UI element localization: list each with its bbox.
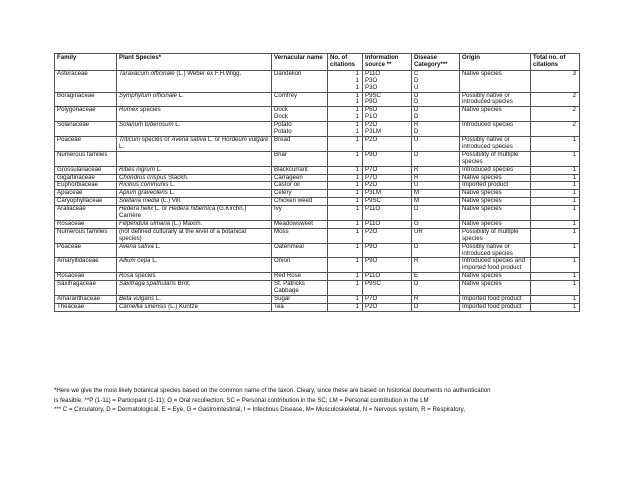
- cell-vernacular-name: Comfrey: [272, 92, 328, 107]
- cell-vernacular-name: Sugar: [272, 296, 328, 304]
- footnote-line-2: is feasible. **P (1-11) = Participant (1-11); O = Oral recollection; SC = Personal contribution in the SC; LM = Personal contribution in the LM: [54, 396, 429, 404]
- cell-total-citations: 1: [531, 198, 580, 206]
- cell-vernacular-name: Chicken weed: [272, 198, 328, 206]
- cell-family: Rosaceae: [55, 273, 117, 281]
- cell-origin: Imported product: [460, 182, 531, 190]
- cell-disease-category: D: [412, 206, 460, 221]
- cell-total-citations: 1: [531, 136, 580, 151]
- cell-vernacular-name: St. Patricks Cabbage: [272, 281, 328, 296]
- cell-plant-species: (not defined culturally at the level of a botanical species): [117, 228, 272, 243]
- table-footnotes: [54, 386, 584, 415]
- cell-plant-species: Saxifraga spathularis Brot.: [117, 281, 272, 296]
- cell-vernacular-name: Moss: [272, 228, 328, 243]
- cell-total-citations: 1: [531, 151, 580, 166]
- cell-family: Theaceae: [55, 303, 117, 311]
- cell-disease-category: G: [412, 220, 460, 228]
- cell-vernacular-name: Dandelion: [272, 70, 328, 92]
- cell-no-of-citations: 1: [328, 151, 363, 166]
- table-row: [55, 107, 580, 122]
- cell-no-of-citations: 1: [328, 243, 363, 258]
- cell-disease-category: C D U: [412, 70, 460, 92]
- cell-origin: Native species: [460, 107, 531, 122]
- cell-total-citations: 1: [531, 303, 580, 311]
- cell-origin: Native species: [460, 198, 531, 206]
- cell-vernacular-name: Carrageen: [272, 174, 328, 182]
- cell-plant-species: Apium graveolens L.: [117, 190, 272, 198]
- cell-family: Amaryllidaceae: [55, 258, 117, 273]
- cell-information-source: P9O: [363, 258, 412, 273]
- cell-family: Poaceae: [55, 136, 117, 151]
- cell-vernacular-name: Oatenmeal: [272, 243, 328, 258]
- cell-plant-species: Ricinus communis L.: [117, 182, 272, 190]
- table-row: [55, 303, 580, 311]
- cell-family: Asteraceae: [55, 70, 117, 92]
- cell-no-of-citations: 1: [328, 136, 363, 151]
- footnote-line-1: *Here we give the most likely botanical species based on the common name of the taxon. Cleary, since these are based on historical documents no authentication: [54, 387, 491, 394]
- cell-origin: Possibly native or introduced species: [460, 92, 531, 107]
- cell-vernacular-name: Onion: [272, 258, 328, 273]
- cell-no-of-citations: 1 1 1: [328, 70, 363, 92]
- cell-total-citations: 1: [531, 174, 580, 182]
- cell-origin: Possibly native or introduced species: [460, 243, 531, 258]
- cell-vernacular-name: Celery: [272, 190, 328, 198]
- cell-disease-category: U: [412, 182, 460, 190]
- cell-information-source: P7O: [363, 166, 412, 174]
- cell-plant-species: Hedera helix L. or Hedera hibernica (G.Kirchn.) Carrière: [117, 206, 272, 221]
- cell-vernacular-name: Tea: [272, 303, 328, 311]
- cell-information-source: P9O: [363, 151, 412, 166]
- cell-origin: Native species: [460, 190, 531, 198]
- cell-information-source: P2O P3LM: [363, 122, 412, 137]
- cell-vernacular-name: Dock Dock: [272, 107, 328, 122]
- cell-origin: Introduced species: [460, 166, 531, 174]
- cell-no-of-citations: 1 1: [328, 122, 363, 137]
- header-information-source: Information source **: [363, 54, 412, 71]
- cell-vernacular-name: Ivy: [272, 206, 328, 221]
- cell-plant-species: Avena sativa L.: [117, 243, 272, 258]
- table-row: [55, 122, 580, 137]
- cell-total-citations: 1: [531, 220, 580, 228]
- cell-family: Boraginaceae: [55, 92, 117, 107]
- cell-information-source: P11O: [363, 206, 412, 221]
- cell-vernacular-name: Blackcurrant: [272, 166, 328, 174]
- cell-total-citations: 1: [531, 190, 580, 198]
- table-row: [55, 206, 580, 221]
- cell-disease-category: R: [412, 258, 460, 273]
- cell-vernacular-name: Castor oil: [272, 182, 328, 190]
- cell-family: Rosaceae: [55, 220, 117, 228]
- cell-plant-species: Allium cepa L.: [117, 258, 272, 273]
- cell-total-citations: 1: [531, 206, 580, 221]
- plant-citation-table: [54, 53, 580, 312]
- cell-family: Araliaceae: [55, 206, 117, 221]
- cell-total-citations: 1: [531, 273, 580, 281]
- cell-family: Gigartinaceae: [55, 174, 117, 182]
- cell-no-of-citations: 1: [328, 281, 363, 296]
- table-row: [55, 151, 580, 166]
- cell-disease-category: R: [412, 174, 460, 182]
- cell-information-source: P7O: [363, 296, 412, 304]
- cell-no-of-citations: 1: [328, 174, 363, 182]
- cell-origin: Native species: [460, 220, 531, 228]
- cell-disease-category: E: [412, 273, 460, 281]
- cell-origin: Imported food product: [460, 296, 531, 304]
- header-disease-category: Disease Category***: [412, 54, 460, 71]
- cell-origin: Imported food product: [460, 303, 531, 311]
- cell-plant-species: Filipendula ulmaria (L.) Maxim.: [117, 220, 272, 228]
- cell-no-of-citations: 1: [328, 258, 363, 273]
- cell-family: Caryophyllaceae: [55, 198, 117, 206]
- cell-no-of-citations: 1: [328, 190, 363, 198]
- table-body: [55, 70, 580, 311]
- cell-no-of-citations: 1 1: [328, 92, 363, 107]
- cell-disease-category: UR: [412, 228, 460, 243]
- cell-plant-species: Solanum tuberosum L.: [117, 122, 272, 137]
- cell-disease-category: M: [412, 190, 460, 198]
- cell-origin: Introduced species: [460, 122, 531, 137]
- cell-total-citations: 1: [531, 182, 580, 190]
- cell-no-of-citations: 1 1: [328, 107, 363, 122]
- cell-total-citations: 3: [531, 70, 580, 92]
- cell-no-of-citations: 1: [328, 220, 363, 228]
- cell-disease-category: D: [412, 151, 460, 166]
- cell-no-of-citations: 1: [328, 198, 363, 206]
- cell-total-citations: 1: [531, 258, 580, 273]
- cell-information-source: P6O P1O: [363, 107, 412, 122]
- cell-plant-species: Camellia sinensis (L.) Kuntze: [117, 303, 272, 311]
- cell-information-source: P9SC P9O: [363, 92, 412, 107]
- header-vernacular-name: Vernacular name: [272, 54, 328, 71]
- cell-family: Poaceae: [55, 243, 117, 258]
- cell-family: Apiaceae: [55, 190, 117, 198]
- table-row: [55, 258, 580, 273]
- cell-family: Numerous families: [55, 228, 117, 243]
- cell-disease-category: D D: [412, 107, 460, 122]
- cell-information-source: P9O: [363, 243, 412, 258]
- header-plant-species: Plant Species*: [117, 54, 272, 71]
- header-origin: Origin: [460, 54, 531, 71]
- cell-family: Numerous families: [55, 151, 117, 166]
- cell-information-source: P3LM: [363, 190, 412, 198]
- cell-plant-species: Beta vulgaris L.: [117, 296, 272, 304]
- table-row: [55, 136, 580, 151]
- cell-information-source: P2O: [363, 303, 412, 311]
- cell-plant-species: Chondrus crispus Stackh.: [117, 174, 272, 182]
- cell-vernacular-name: Potato Potato: [272, 122, 328, 137]
- header-total-citations: Total no. of citations: [531, 54, 580, 71]
- table-row: [55, 92, 580, 107]
- cell-family: Amaranthaceae: [55, 296, 117, 304]
- cell-plant-species: Taraxacum officinale (L.) Weber ex F.H.Wigg.: [117, 70, 272, 92]
- cell-information-source: P2O: [363, 182, 412, 190]
- cell-origin: Native species: [460, 206, 531, 221]
- cell-plant-species: Stellaria media (L.) Vill.: [117, 198, 272, 206]
- cell-no-of-citations: 1: [328, 182, 363, 190]
- cell-information-source: P2O: [363, 228, 412, 243]
- cell-disease-category: M: [412, 198, 460, 206]
- cell-origin: Native species: [460, 273, 531, 281]
- cell-plant-species: Rosa species: [117, 273, 272, 281]
- cell-origin: Possibly native or introduced species: [460, 136, 531, 151]
- cell-vernacular-name: Briar: [272, 151, 328, 166]
- header-family: Family: [55, 54, 117, 71]
- header-no-of-citations: No. of citations: [328, 54, 363, 71]
- cell-total-citations: 2: [531, 92, 580, 107]
- cell-plant-species: Ribes nigrum L.: [117, 166, 272, 174]
- cell-origin: Possibility of multiple species: [460, 151, 531, 166]
- cell-family: Grossulariaceae: [55, 166, 117, 174]
- cell-total-citations: 1: [531, 166, 580, 174]
- cell-total-citations: 2: [531, 107, 580, 122]
- table-row: [55, 243, 580, 258]
- table-row: [55, 228, 580, 243]
- cell-family: Polygonaceae: [55, 107, 117, 122]
- cell-information-source: P2O: [363, 136, 412, 151]
- cell-information-source: P9SC: [363, 281, 412, 296]
- cell-plant-species: Rumex species: [117, 107, 272, 122]
- cell-total-citations: 1: [531, 243, 580, 258]
- cell-disease-category: D: [412, 303, 460, 311]
- cell-no-of-citations: 1: [328, 273, 363, 281]
- cell-plant-species: [117, 151, 272, 166]
- cell-plant-species: Symphytum officinale L.: [117, 92, 272, 107]
- cell-origin: Native species: [460, 281, 531, 296]
- cell-total-citations: 1: [531, 228, 580, 243]
- cell-disease-category: D: [412, 281, 460, 296]
- document-page: [54, 53, 579, 312]
- cell-disease-category: D: [412, 243, 460, 258]
- cell-information-source: P9SC: [363, 198, 412, 206]
- footnote-line-3: *** C = Circulatory, D = Dermatological, E = Eye, G = Gastrointestinal, I = Infectious Disease, M= Musculoskeletal, N = Nervous system, R = Respiratory,: [54, 406, 465, 414]
- cell-disease-category: D D: [412, 92, 460, 107]
- cell-origin: Possibility of multiple species: [460, 228, 531, 243]
- cell-vernacular-name: Meadowsweet: [272, 220, 328, 228]
- cell-no-of-citations: 1: [328, 296, 363, 304]
- cell-origin: Native species: [460, 174, 531, 182]
- cell-disease-category: R D: [412, 122, 460, 137]
- cell-family: Saxifragaceae: [55, 281, 117, 296]
- cell-plant-species: Triticum species or Avena sativa L. or Hordeum vulgare L.: [117, 136, 272, 151]
- cell-no-of-citations: 1: [328, 303, 363, 311]
- cell-origin: Introduced species and imported food product: [460, 258, 531, 273]
- cell-origin: Native species: [460, 70, 531, 92]
- cell-information-source: P11O: [363, 273, 412, 281]
- cell-family: Solanaceae: [55, 122, 117, 137]
- cell-no-of-citations: 1: [328, 228, 363, 243]
- cell-disease-category: U: [412, 136, 460, 151]
- table-row: [55, 70, 580, 92]
- cell-total-citations: 1: [531, 296, 580, 304]
- cell-total-citations: 2: [531, 122, 580, 137]
- table-row: [55, 281, 580, 296]
- cell-vernacular-name: Red Rose: [272, 273, 328, 281]
- cell-no-of-citations: 1: [328, 206, 363, 221]
- cell-information-source: P11O: [363, 220, 412, 228]
- table-header-row: [55, 54, 580, 71]
- cell-total-citations: 1: [531, 281, 580, 296]
- cell-vernacular-name: Bread: [272, 136, 328, 151]
- cell-disease-category: R: [412, 166, 460, 174]
- cell-information-source: P7O: [363, 174, 412, 182]
- cell-family: Euphorbiaceae: [55, 182, 117, 190]
- cell-no-of-citations: 1: [328, 166, 363, 174]
- cell-information-source: P11O P3O P3O: [363, 70, 412, 92]
- cell-disease-category: R: [412, 296, 460, 304]
